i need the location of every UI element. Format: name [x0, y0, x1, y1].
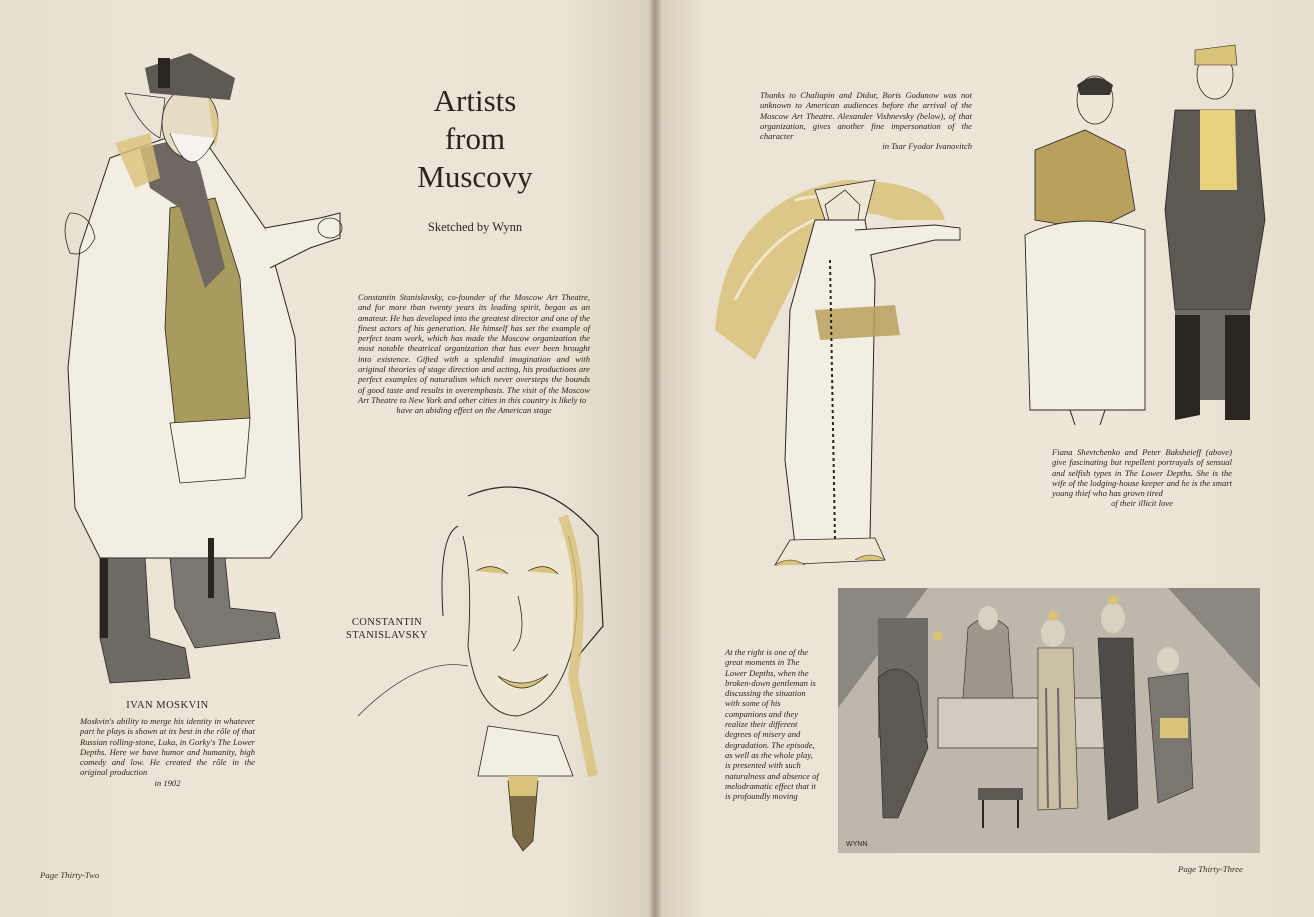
byline: Sketched by Wynn — [427, 220, 523, 234]
title-line-3: Muscovy — [417, 159, 533, 194]
intro-last-line: have an abiding effect on the American stage — [396, 405, 552, 416]
left-page — [0, 0, 655, 917]
scene-signature: WYNN — [846, 841, 868, 848]
article-title — [390, 82, 560, 196]
intro-body: Constantin Stanislavsky, co-founder of the Moscow Art Theatre, and for more than twenty years its leading spirit, began as an amateur. He has developed into the greatest director and one of the finest actors of his generation. He himself has set the example of perfect team work, which has made the Moscow organization the most notable theatrical organization that has ever been brought into existence. Gifted with a splendid imagination and with original theories of stage direction and acting, his productions are perfect examples of naturalism which never oversteps the bounds of good taste and results in overemphasis. The visit of the Moscow Art Theatre to New York and other cities in this country is likely to — [358, 292, 590, 405]
stanislavsky-portrait — [358, 476, 618, 856]
right-page — [655, 0, 1314, 917]
vishnevsky-caption-last: in Tsar Fyodor Ivanovitch — [882, 141, 972, 152]
vishnevsky-illustration — [695, 160, 995, 580]
fiana-and-peter-illustration — [1015, 30, 1275, 430]
stanislavsky-label — [332, 616, 442, 642]
moskvin-caption-body: Moskvin's ability to merge his identity in whatever part he plays is shown at its best in the rôle of that Russian rolling-stone, Luka, in Gorky's The Lower Depths. Here we have humor and humanity, high comedy and low. He created the rôle in the original production — [80, 716, 255, 778]
stanislavsky-label-line-1: CONSTANTIN — [351, 617, 423, 628]
stanislavsky-label-line-2: STANISLAVSKY — [346, 630, 428, 641]
lower-depths-scene-illustration — [838, 588, 1260, 853]
moskvin-caption — [80, 716, 255, 788]
lower-depths-caption: At the right is one of the great moments in The Lower Depths, when the broken-down gentleman is discussing the situation with some of his companions and they realize their different degrees of misery and degradation. The episode, as well as the whole play, is presented with such naturalness and absence of melodramatic effect that it is profoundly moving — [725, 647, 819, 802]
title-line-2: from — [444, 121, 506, 156]
vishnevsky-caption-body: Thanks to Chaliapin and Didur, Boris Godunow was not unknown to American audiences before the arrival of the Moscow Art Theatre. Alexander Vishnevsky (below), of that organization, gives another fine impersonation of the character — [760, 90, 972, 142]
intro-paragraph — [358, 292, 590, 416]
fiana-caption-body: Fiana Shevtchenko and Peter Baksheieff (above) give fascinating but repellent portrayals of sensual and selfish types in The Lower Depths. She is the wife of the lodging-house keeper and he is the smart young thief who has grown tired — [1052, 447, 1232, 499]
moskvin-caption-last: in 1902 — [154, 777, 181, 788]
title-line-1: Artists — [433, 83, 517, 118]
moskvin-caption-title: IVAN MOSKVIN — [126, 700, 209, 711]
folio-left: Page Thirty-Two — [40, 870, 100, 880]
folio-right: Page Thirty-Three — [1178, 864, 1243, 874]
fiana-caption — [1052, 447, 1232, 509]
fiana-caption-last: of their illicit love — [1111, 498, 1173, 509]
binding-gutter — [648, 0, 662, 917]
vishnevsky-caption — [760, 90, 972, 152]
ivan-moskvin-illustration — [40, 38, 350, 688]
